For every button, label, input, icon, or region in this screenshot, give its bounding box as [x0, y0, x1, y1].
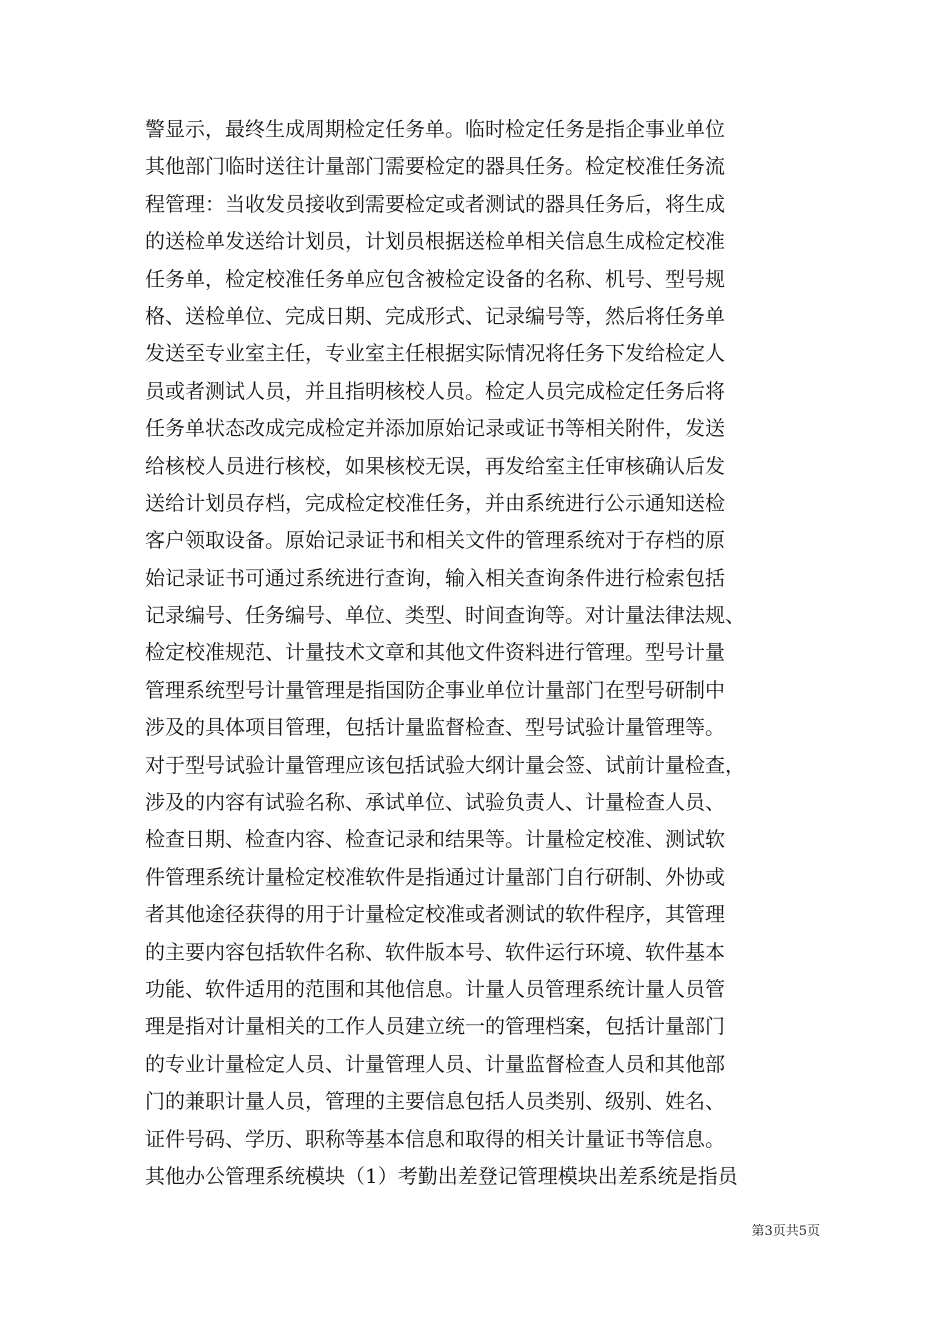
text-line: 其他部门临时送往计量部门需要检定的器具任务。检定校准任务流	[145, 154, 725, 179]
text-line: 任务单状态改成完成检定并添加原始记录或证书等相关附件，发送	[145, 416, 725, 441]
text-line: 对于型号试验计量管理应该包括试验大纲计量会签、试前计量检查，	[145, 752, 745, 777]
text-line: 涉及的具体项目管理，包括计量监督检查、型号试验计量管理等。	[145, 715, 725, 740]
text-line: 证件号码、学历、职称等基本信息和取得的相关计量证书等信息。	[145, 1126, 725, 1151]
text-line: 发送至专业室主任，专业室主任根据实际情况将任务下发给检定人	[145, 341, 725, 366]
text-line: 的专业计量检定人员、计量管理人员、计量监督检查人员和其他部	[145, 1051, 725, 1076]
body-text	[145, 111, 835, 1195]
text-line: 检定校准规范、计量技术文章和其他文件资料进行管理。型号计量	[145, 640, 725, 665]
text-line: 管理系统型号计量管理是指国防企事业单位计量部门在型号研制中	[145, 677, 725, 702]
page-indicator: 第3页共5页	[751, 1224, 820, 1239]
text-line: 程管理：当收发员接收到需要检定或者测试的器具任务后，将生成	[145, 191, 725, 216]
text-line: 任务单，检定校准任务单应包含被检定设备的名称、机号、型号规	[145, 266, 725, 291]
text-line: 其他办公管理系统模块（1）考勤出差登记管理模块出差系统是指员	[145, 1163, 738, 1188]
text-line: 员或者测试人员，并且指明核校人员。检定人员完成检定任务后将	[145, 378, 725, 403]
text-line: 始记录证书可通过系统进行查询，输入相关查询条件进行检索包括	[145, 565, 725, 590]
text-line: 检查日期、检查内容、检查记录和结果等。计量检定校准、测试软	[145, 827, 725, 852]
text-line: 送给计划员存档，完成检定校准任务，并由系统进行公示通知送检	[145, 490, 725, 515]
text-line: 警显示，最终生成周期检定任务单。临时检定任务是指企事业单位	[145, 117, 725, 141]
text-line: 格、送检单位、完成日期、完成形式、记录编号等，然后将任务单	[145, 303, 725, 328]
text-line: 涉及的内容有试验名称、承试单位、试验负责人、计量检查人员、	[145, 790, 725, 815]
text-line: 者其他途径获得的用于计量检定校准或者测试的软件程序，其管理	[145, 902, 725, 927]
text-line: 客户领取设备。原始记录证书和相关文件的管理系统对于存档的原	[145, 528, 725, 553]
text-line: 记录编号、任务编号、单位、类型、时间查询等。对计量法律法规、	[145, 603, 745, 628]
text-line: 门的兼职计量人员，管理的主要信息包括人员类别、级别、姓名、	[145, 1089, 725, 1114]
text-line: 给核校人员进行核校，如果核校无误，再发给室主任审核确认后发	[145, 453, 725, 478]
text-line: 的主要内容包括软件名称、软件版本号、软件运行环境、软件基本	[145, 939, 725, 964]
text-line: 的送检单发送给计划员，计划员根据送检单相关信息生成检定校准	[145, 229, 725, 254]
text-line: 件管理系统计量检定校准软件是指通过计量部门自行研制、外协或	[145, 864, 725, 889]
text-line: 理是指对计量相关的工作人员建立统一的管理档案，包括计量部门	[145, 1014, 725, 1039]
text-line: 功能、软件适用的范围和其他信息。计量人员管理系统计量人员管	[145, 976, 725, 1001]
